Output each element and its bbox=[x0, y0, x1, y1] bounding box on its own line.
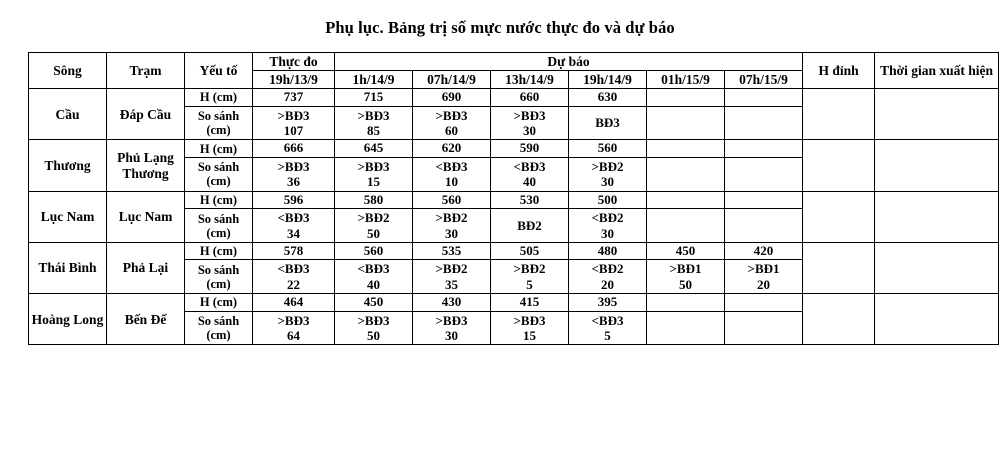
so-sanh-delta: 35 bbox=[445, 276, 458, 292]
cell-h-value: 690 bbox=[413, 89, 491, 107]
cell-tram: Phủ Lạng Thương bbox=[107, 140, 185, 191]
cell-h-value: 450 bbox=[647, 242, 725, 260]
so-sanh-delta: 30 bbox=[601, 225, 614, 241]
cell-so-sanh-value bbox=[413, 260, 491, 294]
cell-so-sanh-value bbox=[725, 157, 803, 191]
cell-h-value bbox=[725, 294, 803, 312]
so-sanh-level: <BĐ3 bbox=[435, 158, 468, 174]
cell-h-value bbox=[647, 294, 725, 312]
header-thoi-gian-xuat-hien: Thời gian xuất hiện bbox=[875, 53, 999, 89]
cell-song: Hoàng Long bbox=[29, 294, 107, 345]
cell-so-sanh-value bbox=[647, 260, 725, 294]
cell-so-sanh-value bbox=[569, 260, 647, 294]
label-so-sanh-line2: (cm) bbox=[206, 225, 231, 240]
document-page bbox=[0, 18, 1000, 476]
so-sanh-level: <BĐ3 bbox=[591, 312, 624, 328]
cell-h-value: 530 bbox=[491, 191, 569, 209]
cell-tram: Lục Nam bbox=[107, 191, 185, 242]
cell-h-value: 500 bbox=[569, 191, 647, 209]
cell-tram: Phả Lại bbox=[107, 242, 185, 293]
cell-tram: Bến Đế bbox=[107, 294, 185, 345]
cell-h-value: 666 bbox=[253, 140, 335, 158]
cell-so-sanh-value bbox=[491, 209, 569, 243]
cell-h-value: 464 bbox=[253, 294, 335, 312]
header-du-bao: Dự báo bbox=[335, 53, 803, 71]
cell-h-dinh bbox=[803, 242, 875, 293]
cell-so-sanh-value bbox=[647, 106, 725, 140]
header-yeu-to: Yếu tố bbox=[185, 53, 253, 89]
cell-so-sanh-value bbox=[647, 311, 725, 345]
cell-h-value bbox=[725, 191, 803, 209]
cell-so-sanh-value bbox=[725, 311, 803, 345]
so-sanh-delta: 40 bbox=[523, 174, 536, 190]
so-sanh-delta: 20 bbox=[757, 276, 771, 292]
so-sanh-level: >BĐ2 bbox=[357, 210, 390, 226]
cell-so-sanh-value bbox=[335, 260, 413, 294]
cell-h-value: 630 bbox=[569, 89, 647, 107]
cell-so-sanh-value bbox=[491, 106, 569, 140]
cell-so-sanh-value bbox=[569, 311, 647, 345]
so-sanh-level: >BĐ3 bbox=[435, 107, 468, 123]
so-sanh-level: <BĐ3 bbox=[277, 261, 310, 277]
cell-so-sanh-value bbox=[253, 209, 335, 243]
cell-so-sanh-value bbox=[725, 106, 803, 140]
cell-so-sanh-value bbox=[491, 157, 569, 191]
cell-h-value bbox=[647, 191, 725, 209]
header-date-1: 1h/14/9 bbox=[335, 71, 413, 89]
so-sanh-delta: 22 bbox=[287, 276, 300, 292]
cell-h-value: 560 bbox=[569, 140, 647, 158]
label-so-sanh-line1: So sánh bbox=[197, 313, 240, 328]
label-so-sanh-line1: So sánh bbox=[197, 211, 240, 226]
cell-h-value: 420 bbox=[725, 242, 803, 260]
so-sanh-delta: 30 bbox=[445, 327, 458, 343]
label-so-sanh-line1: So sánh bbox=[197, 109, 240, 124]
so-sanh-level: >BĐ1 bbox=[669, 261, 702, 277]
cell-so-sanh-value bbox=[413, 311, 491, 345]
cell-h-value: 580 bbox=[335, 191, 413, 209]
so-sanh-level: <BĐ2 bbox=[591, 210, 624, 226]
cell-h-value: 480 bbox=[569, 242, 647, 260]
label-so-sanh-line2: (cm) bbox=[206, 174, 231, 189]
header-thuc-do: Thực đo bbox=[253, 53, 335, 71]
table-row bbox=[29, 140, 999, 158]
so-sanh-level: <BĐ3 bbox=[277, 210, 310, 226]
cell-h-value bbox=[725, 140, 803, 158]
cell-so-sanh-value bbox=[569, 209, 647, 243]
cell-so-sanh-value bbox=[413, 106, 491, 140]
cell-tram: Đáp Cầu bbox=[107, 89, 185, 140]
so-sanh-level: >BĐ2 bbox=[513, 261, 546, 277]
cell-h-value: 715 bbox=[335, 89, 413, 107]
so-sanh-delta: 5 bbox=[604, 327, 611, 343]
header-date-5: 01h/15/9 bbox=[647, 71, 725, 89]
table-header bbox=[29, 53, 999, 89]
label-so-sanh-line2: (cm) bbox=[206, 276, 231, 291]
cell-so-sanh-value bbox=[569, 106, 647, 140]
cell-h-dinh bbox=[803, 140, 875, 191]
cell-so-sanh-value bbox=[491, 311, 569, 345]
cell-label-so-sanh bbox=[185, 260, 253, 294]
table-body bbox=[29, 89, 999, 345]
cell-h-value: 620 bbox=[413, 140, 491, 158]
so-sanh-level: >BĐ3 bbox=[277, 107, 310, 123]
header-row-top bbox=[29, 53, 999, 71]
cell-so-sanh-value bbox=[647, 157, 725, 191]
cell-thoi-gian bbox=[875, 140, 999, 191]
header-song: Sông bbox=[29, 53, 107, 89]
so-sanh-delta: 5 bbox=[526, 276, 533, 292]
so-sanh-delta: 85 bbox=[367, 123, 380, 139]
so-sanh-delta: 40 bbox=[367, 276, 380, 292]
cell-so-sanh-value bbox=[491, 260, 569, 294]
header-date-4: 19h/14/9 bbox=[569, 71, 647, 89]
cell-label-h: H (cm) bbox=[185, 140, 253, 158]
header-date-0: 19h/13/9 bbox=[253, 71, 335, 89]
so-sanh-level: >BĐ3 bbox=[357, 107, 390, 123]
cell-label-h: H (cm) bbox=[185, 242, 253, 260]
cell-so-sanh-value bbox=[335, 157, 413, 191]
cell-song: Thái Bình bbox=[29, 242, 107, 293]
cell-so-sanh-value bbox=[569, 157, 647, 191]
so-sanh-level: >BĐ1 bbox=[747, 261, 780, 277]
cell-label-so-sanh bbox=[185, 209, 253, 243]
header-date-6: 07h/15/9 bbox=[725, 71, 803, 89]
cell-h-value: 535 bbox=[413, 242, 491, 260]
table-row bbox=[29, 294, 999, 312]
cell-h-value: 737 bbox=[253, 89, 335, 107]
so-sanh-delta: 50 bbox=[367, 225, 380, 241]
so-sanh-level: <BĐ3 bbox=[357, 261, 390, 277]
label-so-sanh-line1: So sánh bbox=[197, 262, 240, 277]
header-date-3: 13h/14/9 bbox=[491, 71, 569, 89]
cell-h-dinh bbox=[803, 89, 875, 140]
cell-h-value: 560 bbox=[413, 191, 491, 209]
cell-h-value bbox=[647, 89, 725, 107]
cell-label-h: H (cm) bbox=[185, 294, 253, 312]
cell-h-value: 660 bbox=[491, 89, 569, 107]
cell-thoi-gian bbox=[875, 191, 999, 242]
cell-so-sanh-value bbox=[253, 106, 335, 140]
page-title: Phụ lục. Bảng trị số mực nước thực đo và dự báo bbox=[325, 18, 675, 37]
cell-thoi-gian bbox=[875, 242, 999, 293]
cell-h-value bbox=[725, 89, 803, 107]
cell-label-so-sanh bbox=[185, 106, 253, 140]
so-sanh-delta: 50 bbox=[367, 327, 380, 343]
so-sanh-delta: 30 bbox=[601, 174, 614, 190]
cell-so-sanh-value bbox=[253, 260, 335, 294]
so-sanh-level: BĐ3 bbox=[595, 115, 620, 131]
cell-h-value: 596 bbox=[253, 191, 335, 209]
cell-label-so-sanh bbox=[185, 311, 253, 345]
cell-h-value: 590 bbox=[491, 140, 569, 158]
cell-thoi-gian bbox=[875, 294, 999, 345]
cell-label-h: H (cm) bbox=[185, 191, 253, 209]
cell-h-dinh bbox=[803, 191, 875, 242]
table-container bbox=[0, 52, 1000, 345]
label-so-sanh-line2: (cm) bbox=[206, 327, 231, 342]
so-sanh-level: >BĐ3 bbox=[513, 107, 546, 123]
table-row bbox=[29, 89, 999, 107]
so-sanh-delta: 30 bbox=[445, 225, 458, 241]
so-sanh-level: >BĐ2 bbox=[435, 261, 468, 277]
cell-so-sanh-value bbox=[253, 157, 335, 191]
so-sanh-delta: 30 bbox=[523, 123, 536, 139]
table-row bbox=[29, 242, 999, 260]
cell-so-sanh-value bbox=[647, 209, 725, 243]
cell-h-value: 645 bbox=[335, 140, 413, 158]
so-sanh-level: >BĐ3 bbox=[277, 158, 310, 174]
header-date-2: 07h/14/9 bbox=[413, 71, 491, 89]
so-sanh-level: BĐ2 bbox=[517, 217, 542, 233]
so-sanh-delta: 15 bbox=[523, 327, 536, 343]
so-sanh-delta: 107 bbox=[283, 123, 304, 139]
so-sanh-delta: 64 bbox=[287, 327, 300, 343]
so-sanh-level: >BĐ2 bbox=[591, 158, 624, 174]
cell-so-sanh-value bbox=[253, 311, 335, 345]
so-sanh-level: >BĐ3 bbox=[435, 312, 468, 328]
header-tram: Trạm bbox=[107, 53, 185, 89]
so-sanh-delta: 20 bbox=[601, 276, 614, 292]
cell-so-sanh-value bbox=[335, 311, 413, 345]
cell-h-value: 415 bbox=[491, 294, 569, 312]
cell-label-h: H (cm) bbox=[185, 89, 253, 107]
so-sanh-level: >BĐ3 bbox=[513, 312, 546, 328]
water-level-table bbox=[28, 52, 999, 345]
cell-song: Lục Nam bbox=[29, 191, 107, 242]
cell-so-sanh-value bbox=[725, 260, 803, 294]
cell-so-sanh-value bbox=[335, 209, 413, 243]
cell-h-value: 505 bbox=[491, 242, 569, 260]
cell-thoi-gian bbox=[875, 89, 999, 140]
so-sanh-delta: 50 bbox=[679, 276, 692, 292]
cell-so-sanh-value bbox=[413, 157, 491, 191]
label-so-sanh-line1: So sánh bbox=[197, 160, 240, 175]
cell-song: Thương bbox=[29, 140, 107, 191]
header-h-dinh: H đỉnh bbox=[803, 53, 875, 89]
so-sanh-delta: 60 bbox=[445, 123, 458, 139]
so-sanh-level: <BĐ2 bbox=[591, 261, 624, 277]
cell-h-dinh bbox=[803, 294, 875, 345]
cell-h-value: 395 bbox=[569, 294, 647, 312]
so-sanh-delta: 10 bbox=[445, 174, 458, 190]
cell-label-so-sanh bbox=[185, 157, 253, 191]
cell-h-value: 578 bbox=[253, 242, 335, 260]
cell-so-sanh-value bbox=[725, 209, 803, 243]
cell-so-sanh-value bbox=[413, 209, 491, 243]
so-sanh-delta: 15 bbox=[367, 174, 380, 190]
cell-so-sanh-value bbox=[335, 106, 413, 140]
so-sanh-delta: 34 bbox=[287, 225, 300, 241]
cell-h-value: 450 bbox=[335, 294, 413, 312]
cell-song: Cầu bbox=[29, 89, 107, 140]
table-row bbox=[29, 191, 999, 209]
so-sanh-delta: 36 bbox=[287, 174, 300, 190]
cell-h-value bbox=[647, 140, 725, 158]
so-sanh-level: >BĐ3 bbox=[357, 312, 390, 328]
cell-h-value: 560 bbox=[335, 242, 413, 260]
so-sanh-level: <BĐ3 bbox=[513, 158, 546, 174]
label-so-sanh-line2: (cm) bbox=[206, 123, 231, 138]
so-sanh-level: >BĐ2 bbox=[435, 210, 468, 226]
so-sanh-level: >BĐ3 bbox=[277, 312, 310, 328]
so-sanh-level: >BĐ3 bbox=[357, 158, 390, 174]
cell-h-value: 430 bbox=[413, 294, 491, 312]
